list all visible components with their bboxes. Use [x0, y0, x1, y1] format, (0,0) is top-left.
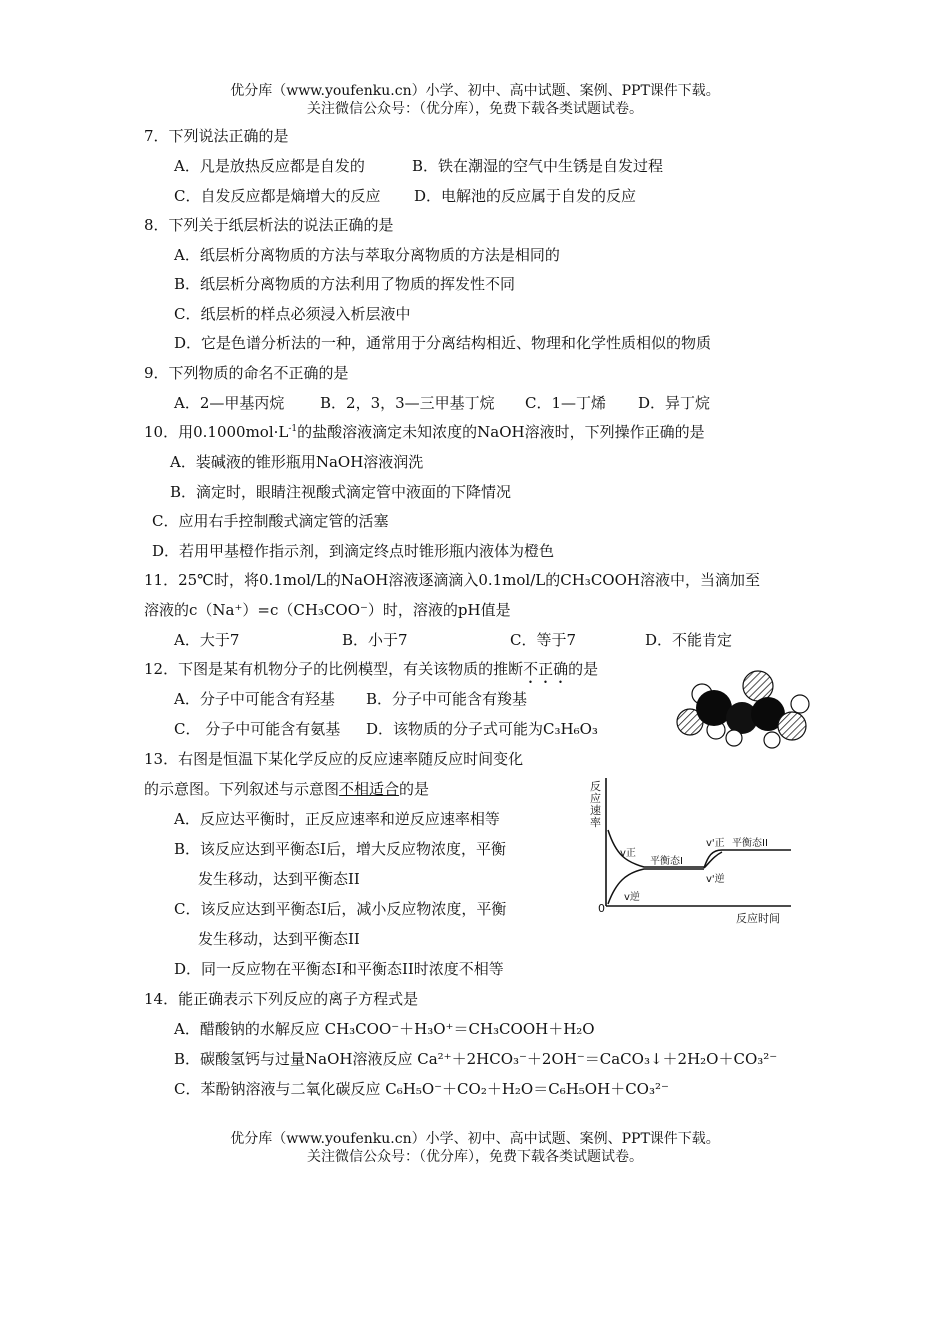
atom-o-top — [743, 671, 773, 701]
atom-h-lower — [764, 732, 780, 748]
q11-option-c: C．等于7 — [510, 631, 577, 649]
q12-option-b: B．分子中可能含有羧基 — [366, 690, 528, 708]
q14-option-c: C．苯酚钠溶液与二氧化碳反应 C₆H₅O⁻＋CO₂＋H₂O＝C₆H₅OH＋CO₃²⁻ — [174, 1080, 669, 1098]
q13-option-b-line-2: 发生移动，达到平衡态II — [198, 870, 360, 888]
q11-stem-line-2: 溶液的c（Na⁺）=c（CH₃COO⁻）时，溶液的pH值是 — [144, 601, 511, 619]
q8-option-a: A．纸层析分离物质的方法与萃取分离物质的方法是相同的 — [174, 246, 560, 264]
q10-option-b: B．滴定时，眼睛注视酸式滴定管中液面的下降情况 — [170, 483, 512, 501]
state-2-label: 平衡态II — [732, 838, 768, 849]
q12-stem — [144, 659, 598, 687]
q10-stem-sup: -1 — [288, 424, 298, 434]
origin-label: 0 — [598, 902, 605, 915]
q12-option-a: A．分子中可能含有羟基 — [174, 690, 335, 708]
q11-stem-line-1: 11．25℃时，将0.1mol/L的NaOH溶液逐滴滴入0.1mol/L的CH₃COOH溶液中，当滴加至 — [144, 571, 760, 589]
q14-option-b: B．碳酸氢钙与过量NaOH溶液反应 Ca²⁺＋2HCO₃⁻＋2OH⁻＝CaCO₃↓＋2H₂O＋CO₃²⁻ — [174, 1050, 778, 1068]
q9-option-a: A．2—甲基丙烷 — [174, 394, 285, 412]
header-line-2: 关注微信公众号：（优分库），免费下载各类试题试卷。 — [307, 101, 643, 117]
q13-stem-pre: 的示意图。下列叙述与示意图 — [144, 780, 340, 798]
atom-h-mid — [726, 730, 742, 746]
q10-stem — [144, 422, 705, 442]
q9-option-c: C．1—丁烯 — [525, 394, 607, 412]
v-forward-2-label: v'正 — [706, 838, 725, 849]
q11-option-b: B．小于7 — [342, 631, 408, 649]
q8-option-c: C．纸层析的样点必须浸入析层液中 — [174, 305, 411, 323]
q14-option-a: A．醋酸钠的水解反应 CH₃COO⁻＋H₃O⁺＝CH₃COOH＋H₂O — [174, 1020, 595, 1038]
q12-stem-post: 的是 — [568, 660, 599, 678]
q13-option-d: D．同一反应物在平衡态I和平衡态II时浓度不相等 — [174, 960, 504, 978]
rate-time-graph — [586, 770, 818, 930]
atom-o-right — [778, 712, 806, 740]
footer-line-1: 优分库（www.youfenku.cn）小学、初中、高中试题、案例、PPT课件下载。 — [230, 1131, 720, 1147]
v-forward-2-curve — [704, 850, 791, 868]
q14-stem: 14．能正确表示下列反应的离子方程式是 — [144, 990, 419, 1008]
q13-option-c-line-2: 发生移动，达到平衡态II — [198, 930, 360, 948]
y-axis-label: 反应速率 — [590, 780, 601, 829]
q9-stem: 9．下列物质的命名不正确的是 — [144, 364, 349, 382]
q10-option-d: D．若用甲基橙作指示剂，到滴定终点时锥形瓶内液体为橙色 — [152, 542, 555, 560]
v-forward-label: v正 — [620, 848, 636, 859]
header-line-1: 优分库（www.youfenku.cn）小学、初中、高中试题、案例、PPT课件下载。 — [230, 83, 720, 99]
q8-option-d: D．它是色谱分析法的一种，通常用于分离结构相近、物理和化学性质相似的物质 — [174, 334, 712, 352]
q13-stem-underlined: 不相适合 — [339, 780, 400, 798]
v-reverse-2-label: v'逆 — [706, 874, 725, 885]
v-reverse-label: v逆 — [624, 892, 640, 903]
q11-option-d: D．不能肯定 — [645, 631, 733, 649]
q7-option-d: D．电解池的反应属于自发的反应 — [414, 187, 637, 205]
q13-stem-line-2 — [144, 779, 429, 799]
q13-option-a: A．反应达平衡时，正反应速率和逆反应速率相等 — [174, 810, 500, 828]
molecule-model-figure — [676, 664, 814, 756]
q7-option-a: A．凡是放热反应都是自发的 — [174, 157, 365, 175]
q13-stem-post: 的是 — [399, 780, 430, 798]
v-reverse-curve — [608, 869, 704, 904]
q11-option-a: A．大于7 — [174, 631, 240, 649]
atom-h-right — [791, 695, 809, 713]
q13-stem-line-1: 13．右图是恒温下某化学反应的反应速率随反应时间变化 — [144, 750, 524, 768]
q9-option-b: B．2，3，3—三甲基丁烷 — [320, 394, 495, 412]
q12-stem-emphasis: 不正确 — [523, 660, 569, 678]
q10-stem-post: 的盐酸溶液滴定未知浓度的NaOH溶液时，下列操作正确的是 — [297, 423, 705, 441]
q8-option-b: B．纸层析分离物质的方法利用了物质的挥发性不同 — [174, 275, 516, 293]
q7-option-c: C．自发反应都是熵增大的反应 — [174, 187, 381, 205]
q7-stem: 7．下列说法正确的是 — [144, 127, 289, 145]
state-1-label: 平衡态I — [650, 856, 683, 867]
q10-option-c: C．应用右手控制酸式滴定管的活塞 — [152, 512, 389, 530]
q12-stem-pre: 12．下图是某有机物分子的比例模型，有关该物质的推断 — [144, 660, 524, 678]
footer-line-2: 关注微信公众号：（优分库），免费下载各类试题试卷。 — [307, 1149, 643, 1165]
q13-option-b-line-1: B．该反应达到平衡态I后，增大反应物浓度，平衡 — [174, 840, 506, 858]
q9-option-d: D．异丁烷 — [638, 394, 711, 412]
q12-option-d: D．该物质的分子式可能为C₃H₆O₃ — [366, 720, 598, 738]
q10-stem-pre: 10．用0.1000mol·L — [144, 423, 289, 441]
q7-option-b: B．铁在潮湿的空气中生锈是自发过程 — [412, 157, 664, 175]
q13-option-c-line-1: C．该反应达到平衡态I后，减小反应物浓度，平衡 — [174, 900, 507, 918]
q10-option-a: A．装碱液的锥形瓶用NaOH溶液润洗 — [170, 453, 424, 471]
q12-option-c: C． 分子中可能含有氨基 — [174, 720, 341, 738]
x-axis-label: 反应时间 — [736, 912, 780, 925]
q8-stem: 8．下列关于纸层析法的说法正确的是 — [144, 216, 394, 234]
